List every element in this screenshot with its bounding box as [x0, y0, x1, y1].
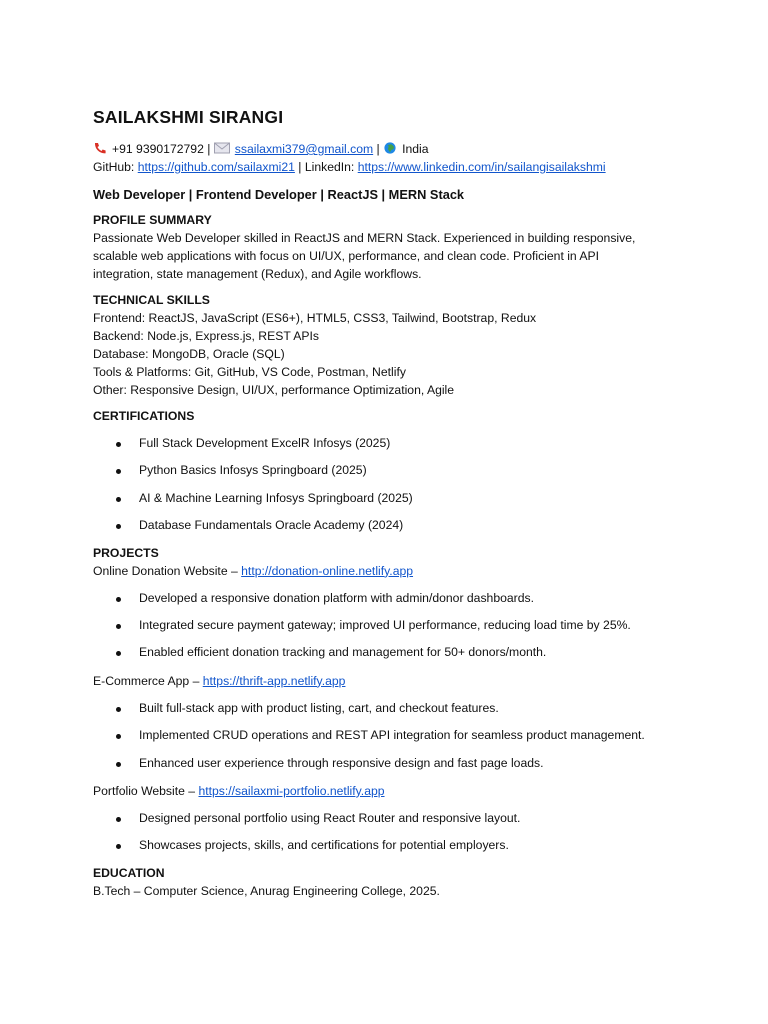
bullet-icon [116, 817, 121, 822]
profile-summary-text [93, 229, 723, 283]
summary-line: integration, state management (Redux), and Agile workflows. [93, 267, 422, 281]
certification-item: AI & Machine Learning Infosys Springboard (2025) [93, 490, 723, 507]
separator: | [207, 142, 211, 156]
summary-line: scalable web applications with focus on UI/UX, performance, and clean code. Proficient in API [93, 249, 600, 263]
bullet-icon [116, 597, 121, 602]
contact-line [93, 140, 723, 158]
envelope-icon [214, 141, 230, 153]
technical-skills-list [93, 309, 723, 399]
bullet-icon [116, 844, 121, 849]
skills-line: Tools & Platforms: Git, GitHub, VS Code, Postman, Netlify [93, 365, 406, 379]
project-bullet: Implemented CRUD operations and REST API integration for seamless product management. [93, 727, 723, 744]
project-bullet: Built full-stack app with product listing, cart, and checkout features. [93, 700, 723, 717]
certification-item: Database Fundamentals Oracle Academy (2024) [93, 517, 723, 534]
bullet-icon [116, 624, 121, 629]
skills-line: Backend: Node.js, Express.js, REST APIs [93, 329, 320, 343]
project-bullet: Integrated secure payment gateway; improved UI performance, reducing load time by 25%. [93, 617, 723, 634]
profile-links-line [93, 158, 723, 176]
project-bullet: Enhanced user experience through responsive design and fast page loads. [93, 755, 723, 772]
linkedin-link[interactable]: https://www.linkedin.com/in/sailangisailakshmi [357, 160, 606, 174]
project-bullets [93, 590, 723, 662]
profile-summary-heading: PROFILE SUMMARY [93, 213, 212, 227]
project-title: Online Donation Website – http://donation-online.netlify.app [93, 563, 414, 578]
project-link[interactable]: https://thrift-app.netlify.app [202, 673, 346, 688]
bullet-icon [116, 442, 121, 447]
bullet-icon [116, 734, 121, 739]
separator: | [376, 142, 380, 156]
project-bullet: Developed a responsive donation platform with admin/donor dashboards. [93, 590, 723, 607]
certifications-list [93, 435, 723, 534]
linkedin-label: LinkedIn: [304, 160, 355, 174]
certification-item: Python Basics Infosys Springboard (2025) [93, 462, 723, 479]
education-heading: EDUCATION [93, 865, 165, 880]
technical-skills-heading: TECHNICAL SKILLS [93, 293, 210, 307]
project-bullet: Showcases projects, skills, and certifications for potential employers. [93, 837, 723, 854]
skills-line: Frontend: ReactJS, JavaScript (ES6+), HTML5, CSS3, Tailwind, Bootstrap, Redux [93, 311, 537, 325]
project-bullet: Designed personal portfolio using React Router and responsive layout. [93, 810, 723, 827]
github-link[interactable]: https://github.com/sailaxmi21 [137, 160, 295, 174]
certifications-heading: CERTIFICATIONS [93, 409, 195, 423]
education-entry: B.Tech – Computer Science, Anurag Engineering College, 2025. [93, 883, 440, 898]
project-bullet: Enabled efficient donation tracking and management for 50+ donors/month. [93, 644, 723, 661]
summary-line: Passionate Web Developer skilled in ReactJS and MERN Stack. Experienced in building responsive, [93, 231, 636, 245]
globe-icon [383, 141, 397, 153]
phone-icon [93, 141, 107, 153]
project-title: Portfolio Website – https://sailaxmi-portfolio.netlify.app [93, 783, 385, 798]
github-label: GitHub: [93, 160, 135, 174]
bullet-icon [116, 497, 121, 502]
bullet-icon [116, 762, 121, 767]
projects-heading: PROJECTS [93, 545, 159, 560]
project-link[interactable]: http://donation-online.netlify.app [241, 563, 414, 578]
email-link[interactable]: ssailaxmi379@gmail.com [234, 142, 374, 156]
project-bullets [93, 700, 723, 772]
bullet-icon [116, 707, 121, 712]
candidate-name: SAILAKSHMI SIRANGI [93, 107, 284, 127]
separator: | [298, 160, 302, 174]
bullet-icon [116, 651, 121, 656]
project-title: E-Commerce App – https://thrift-app.netlify.app [93, 673, 346, 688]
certification-item: Full Stack Development ExcelR Infosys (2025) [93, 435, 723, 452]
role-headline: Web Developer | Frontend Developer | ReactJS | MERN Stack [93, 187, 465, 202]
location: India [402, 142, 429, 156]
bullet-icon [116, 469, 121, 474]
project-bullets [93, 810, 723, 854]
bullet-icon [116, 524, 121, 529]
skills-line: Other: Responsive Design, UI/UX, performance Optimization, Agile [93, 383, 455, 397]
resume-page [93, 106, 723, 900]
project-link[interactable]: https://sailaxmi-portfolio.netlify.app [198, 783, 385, 798]
phone-number: +91 9390172792 [112, 142, 204, 156]
skills-line: Database: MongoDB, Oracle (SQL) [93, 347, 285, 361]
